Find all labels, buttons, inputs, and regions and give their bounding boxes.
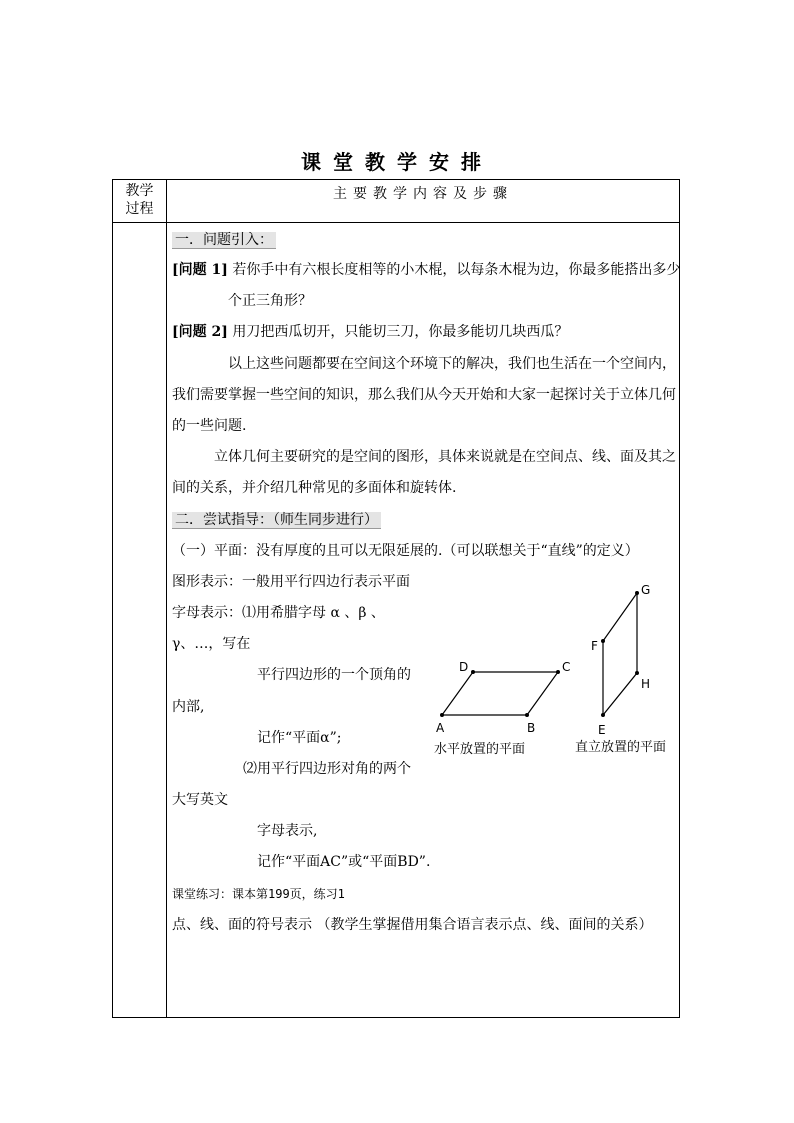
horizontal-plane-caption: 水平放置的平面 (434, 742, 526, 757)
vertex-H (635, 671, 639, 675)
vertical-plane (591, 583, 650, 737)
letter-representation: 字母表示：⑴用希腊字母 α 、β 、 (172, 605, 385, 621)
paragraph1-line2: 我们需要掌握一些空间的知识，那么我们从今天开始和大家一起探讨关于立体几何 (172, 387, 676, 403)
paragraph1-line1: 以上这些问题都要在空间这个环境下的解决，我们也生活在一个空间内， (228, 356, 676, 372)
page-title: 课堂教学安排 (301, 150, 493, 174)
paragraph2-line1: 立体几何主要研究的是空间的图形，具体来说就是在空间点、线、面及其之 (214, 449, 676, 465)
letter-line4: 内部, (172, 699, 205, 715)
label-C: C (562, 660, 571, 674)
vertex-C (556, 670, 560, 674)
vertex-G (635, 591, 639, 595)
question1-text: 若你手中有六根长度相等的小木棍，以每条木棍为边，你最多能搭出多少 (232, 262, 681, 278)
col2-header: 主要教学内容及步骤 (333, 186, 513, 202)
label-G: G (641, 583, 651, 597)
letter-line2: γ、…，写在 (172, 636, 251, 652)
vertex-B (525, 713, 529, 717)
letter-line3: 平行四边形的一个顶角的 (257, 667, 411, 683)
horizontal-parallelogram (442, 672, 558, 715)
letter-line9: 记作“平面AC”或“平面BD”. (257, 854, 431, 870)
plane-figure (430, 575, 675, 760)
column-divider (166, 180, 167, 1017)
col1-header-line1: 教学 (125, 183, 154, 199)
section1-heading (172, 231, 276, 249)
header-divider (113, 222, 679, 223)
paragraph2-line2: 间的关系，并介绍几种常见的多面体和旋转体. (172, 480, 457, 496)
letter-line7: 大写英文 (172, 792, 228, 808)
letter-line5: 记作“平面α”; (257, 730, 342, 746)
figure-representation: 图形表示：一般用平行四边行表示平面 (172, 574, 410, 590)
section2-heading-text: 二．尝试指导：（师生同步进行） (172, 512, 381, 529)
label-H: H (641, 677, 651, 691)
vertex-A (440, 713, 444, 717)
label-B: B (527, 721, 536, 735)
vertex-F (601, 639, 605, 643)
question2-label: [问题 2] (172, 324, 228, 340)
classroom-exercise: 课堂练习：课本第199页，练习1 (172, 887, 345, 901)
question2-text: 用刀把西瓜切开，只能切三刀，你最多能切几块西瓜？ (232, 324, 569, 340)
question1-label: [问题 1] (172, 262, 228, 278)
label-E: E (598, 723, 606, 737)
section2-heading (172, 511, 381, 529)
vertex-D (471, 670, 475, 674)
question2 (172, 323, 568, 341)
label-A: A (436, 721, 445, 735)
question1-line2: 个正三角形？ (228, 293, 312, 309)
vertical-plane-caption: 直立放置的平面 (575, 740, 667, 755)
col1-header (113, 182, 166, 218)
horizontal-plane (436, 660, 570, 735)
plane-definition: （一）平面：没有厚度的且可以无限延展的.（可以联想关于“直线”的定义） (172, 543, 639, 559)
label-F: F (591, 639, 598, 653)
col1-header-line2: 过程 (125, 201, 154, 217)
letter-line8: 字母表示, (257, 823, 318, 839)
section1-heading-text: 一．问题引入： (172, 232, 276, 249)
paragraph1-line3: 的一些问题. (172, 418, 247, 434)
symbols-note: 点、线、面的符号表示 （教学生掌握借用集合语言表示点、线、面间的关系） (172, 917, 653, 933)
label-D: D (459, 660, 469, 674)
vertex-E (601, 713, 605, 717)
question1-line1 (172, 261, 680, 279)
letter-line6: ⑵用平行四边形对角的两个 (243, 761, 411, 777)
vertical-parallelogram (603, 593, 637, 715)
